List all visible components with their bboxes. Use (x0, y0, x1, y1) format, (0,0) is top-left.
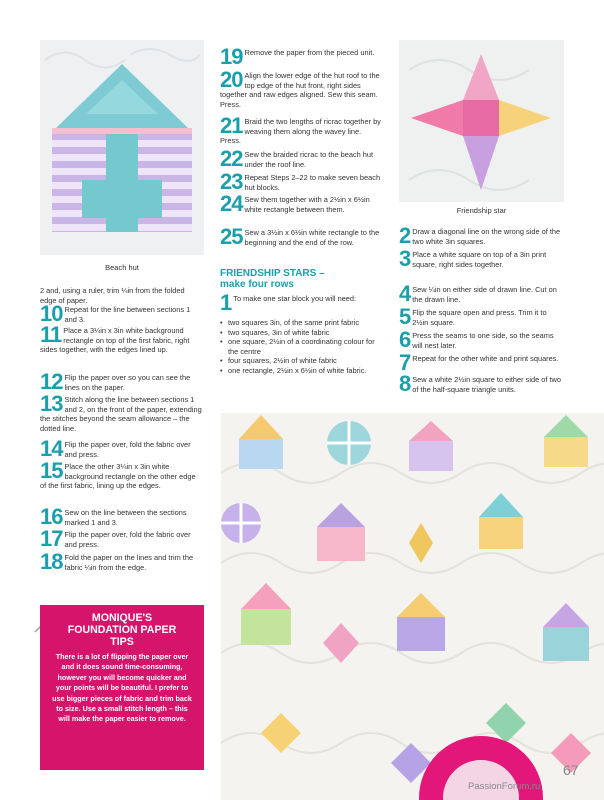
step-text: Braid the two lengths of ricrac together by weaving them along the wavey line. Press. (220, 117, 381, 146)
step-number: 3 (399, 246, 411, 271)
step-text: Flip the paper over, fold the fabric over and press. (64, 530, 191, 549)
step-14 (40, 436, 202, 461)
col1-intro (40, 286, 200, 305)
requirements-list (220, 318, 382, 376)
step-text: Sew on the line between the sections marked 1 and 3. (64, 508, 187, 527)
step-text: Align the lower edge of the hut roof to the top edge of the hut front, right sides together and raw edges aligned. Sew this seam. Press. (220, 71, 380, 109)
step-text: Stitch along the line between sections 1 and 2, on the front of the paper, extending the stitches beyond the seam allowance – the dotted line. (40, 395, 202, 433)
step-17 (40, 526, 202, 551)
step-number: 4 (399, 281, 411, 306)
step-number: 24 (220, 191, 243, 216)
step-number: 12 (40, 369, 63, 394)
tips-body: There is a lot of flipping the paper over and it does sound time-consuming, however you will become quicker and your points will be beautiful. I prefer to use bigger pieces of fabric and trim back to size. Use a small stitch length – this will make the paper easier to remove. (52, 652, 192, 724)
step-text: Repeat Steps 2–22 to make seven beach hut blocks. (244, 173, 381, 192)
step-10 (40, 301, 202, 326)
step-number: 15 (40, 458, 63, 483)
step-text: Repeat for the line between sections 1 and 3. (64, 305, 191, 324)
step-25 (220, 224, 382, 249)
step-number: 14 (40, 436, 63, 461)
section-heading: FRIENDSHIP STARS – (220, 268, 325, 279)
beach-hut-photo (40, 40, 204, 255)
step-5 (399, 304, 564, 329)
step-text: Press the seams to one side, so the seams will nest later. (412, 331, 554, 350)
step-number: 20 (220, 67, 243, 92)
tips-title-line: FOUNDATION PAPER (67, 624, 177, 636)
step-text: Flip the paper over so you can see the lines on the paper. (64, 373, 191, 392)
step-21 (220, 113, 382, 146)
step-number: 16 (40, 504, 63, 529)
step-3 (399, 246, 564, 271)
step-23 (220, 169, 382, 194)
tips-title-line: TIPS (110, 636, 134, 648)
step-number: 23 (220, 169, 243, 194)
step-19 (220, 44, 382, 69)
step-number: 1 (220, 290, 232, 315)
list-item: • four squares, 2½in of white fabric (220, 356, 382, 366)
step-22 (220, 146, 382, 171)
tips-box (40, 605, 204, 770)
step-text: Draw a diagonal line on the wrong side of the two white 3in squares. (412, 227, 561, 246)
list-item: • two squares 3in, of the same print fabric (220, 318, 382, 328)
step-number: 11 (40, 322, 62, 347)
step-number: 17 (40, 526, 63, 551)
friendship-star-caption: Friendship star (456, 206, 507, 215)
step-number: 5 (399, 304, 411, 329)
step-number: 22 (220, 146, 243, 171)
step-18 (40, 549, 202, 574)
tips-title (40, 612, 204, 648)
step-text: Fold the paper on the lines and trim the fabric ¼in from the edge. (64, 553, 194, 572)
step-2 (399, 223, 564, 248)
step-8 (399, 371, 564, 396)
friendship-stars-section (220, 268, 385, 290)
tips-title-line: MONIQUE'S (91, 612, 153, 624)
step-text: Place a 3¼in x 3in white background rectangle on top of the first fabric, right sides together, with the edges lined up. (40, 326, 190, 355)
step-text: Sew ¼in on either side of drawn line. Cut on the drawn line. (412, 285, 557, 304)
quilt-photo (221, 413, 604, 800)
step-24 (220, 191, 382, 216)
friendship-star-photo (399, 40, 564, 202)
step-text: Sew a white 2½in square to either side of two of the half-square triangle units. (412, 375, 561, 394)
step-number: 13 (40, 391, 63, 416)
quilt-illustration (221, 413, 604, 800)
list-item: • one square, 2½in of a coordinating colour for the centre (220, 337, 382, 356)
list-item: • one rectangle, 2½in x 6½in of white fabric. (220, 366, 382, 376)
step-text: Repeat for the other white and print squares. (412, 354, 559, 363)
step-number: 19 (220, 44, 243, 69)
step-number: 25 (220, 224, 243, 249)
step-12 (40, 369, 202, 394)
section-subheading: make four rows (220, 279, 294, 290)
beach-hut-illustration (40, 40, 204, 255)
watermark: PassionForum.ru (468, 781, 541, 792)
step-text: Sew the braided ricrac to the beach hut under the roof line. (244, 150, 374, 169)
step-text: Flip the paper over, fold the fabric over and press. (64, 440, 191, 459)
list-item: • two squares, 3in of white fabric (220, 328, 382, 338)
step-number: 2 (399, 223, 411, 248)
step-number: 8 (399, 371, 411, 396)
beach-hut-caption: Beach hut (105, 263, 139, 272)
col1-intro-text: 2 and, using a ruler, trim ¼in from the folded edge of paper. (40, 286, 185, 305)
step-1 (220, 290, 382, 315)
step-6 (399, 327, 564, 352)
step-text: Sew them together with a 2½in x 6½in white rectangle between them. (244, 195, 370, 214)
page-number: 67 (563, 762, 579, 778)
step-13 (40, 391, 202, 433)
step-number: 21 (220, 113, 243, 138)
step-16 (40, 504, 202, 529)
step-7 (399, 350, 564, 375)
step-15 (40, 458, 202, 491)
friendship-star-illustration (399, 40, 564, 202)
step-text: Sew a 3½in x 6½in white rectangle to the beginning and the end of the row. (244, 228, 380, 247)
step-text: Flip the square open and press. Trim it to 2½in square. (412, 308, 547, 327)
step-20 (220, 67, 382, 109)
step-text: Place the other 3¼in x 3in white background rectangle on the other edge of the first fabric, lining up the edges. (40, 462, 196, 491)
step-4 (399, 281, 564, 306)
step-number: 10 (40, 301, 63, 326)
step-text: Remove the paper from the pieced unit. (244, 48, 375, 57)
step-number: 18 (40, 549, 63, 574)
step-number: 6 (399, 327, 411, 352)
step-11 (40, 322, 202, 355)
step-text: Place a white square on top of a 3in print square, right sides together. (412, 250, 547, 269)
step-number: 7 (399, 350, 411, 375)
step-text: To make one star block you will need: (233, 294, 357, 303)
